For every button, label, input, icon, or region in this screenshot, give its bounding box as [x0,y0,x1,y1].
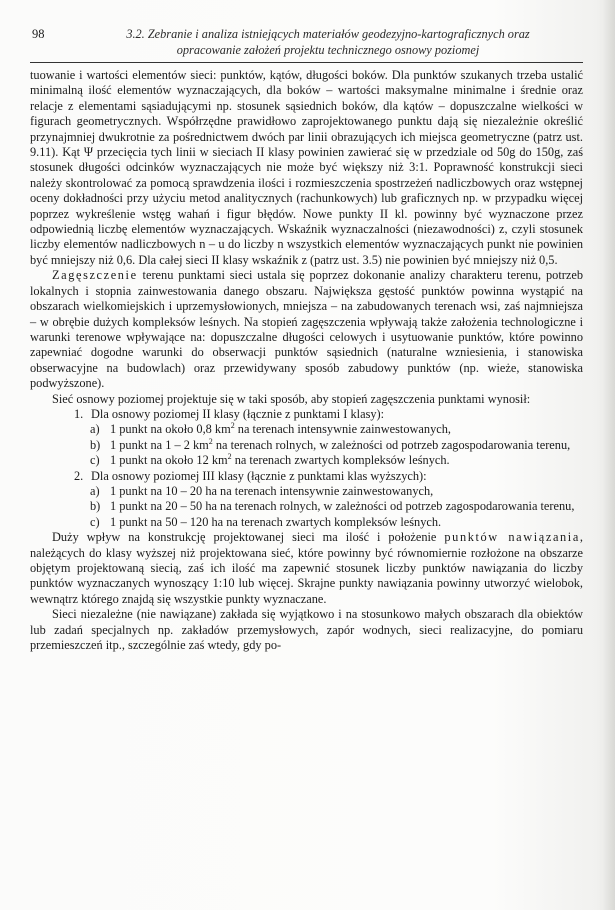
sub-text: 1 punkt na około 0,8 km [110,422,231,437]
sub-item-1c [30,453,583,468]
paragraph-4 [30,530,583,607]
header-line-1: 3.2. Zebranie i analiza istniejących materiałów geodezyjno-kartograficznych oraz [126,27,530,41]
sub-text: 1 punkt na 50 – 120 ha na terenach zwartych kompleksów leśnych. [110,514,442,529]
body-text [30,68,583,653]
sub-text: 1 punkt na 1 – 2 km [110,437,209,452]
sub-text: 1 punkt na około 12 km [110,453,228,468]
paragraph-4-before: Duży wpływ na konstrukcję projektowanej sieci ma ilość i położenie [52,530,445,545]
paragraph-4-after: , należących do klasy wyższej niż projektowana sieć, które powinny być równomiernie rozłożone na obszarze objętym projektowaną siecią, zaś ich ilość ma zapewnić stosunek liczby punktów nawiązania do liczby punktów wyznaczanych wynoszący 1:10 lub więcej. Skrajne punkty nawiązania powinny utworzyć wielobok, wewnątrz którego znajdą się wszystkie punkty wyznaczane. [30,530,583,606]
list-number: 1. [74,406,84,421]
superscript: 2 [230,421,235,431]
paragraph-2 [30,268,583,391]
superscript: 2 [227,452,232,462]
paragraph-2-text: terenu punktami sieci ustala się poprzez dokonanie analizy charakteru terenu, potrzeb lokalnych i stopnia zainwestowania danego obszaru. Największa gęstość punktów powinna wystąpić na obszarach wielkomiejskich i uprzemysłowionych, mniejsza – na zabudowanych terenach wsi, zaś najmniejsza – w obrębie dużych kompleksów leśnych. Na stopień zagęszczenia wpływają także założenia technologiczne i warunki terenowe wpływające na: dopuszczalne długości celowych i usytuowanie punktów, które powinno zapewniać dogodne warunki do obserwacji punktów sąsiednich (naturalne wzniesienia, i stanowiska obserwacyjne na budowlach) oraz przewidywany sposób zabudowy punktów (np. wieże, stanowiska podwyższone). [30,268,583,391]
sub-text-after: na terenach zwartych kompleksów leśnych. [231,453,450,468]
paragraph-3: Sieć osnowy poziomej projektuje się w taki sposób, aby stopień zagęszczenia punktami wynosił: [52,391,531,406]
page-number: 98 [32,27,45,41]
sub-text-after: na terenach rolnych, w zależności od potrzeb zagospodarowania terenu, [212,437,571,452]
sub-letter: c) [90,514,100,529]
term-zageszczenie: Zagęszczenie [52,268,138,283]
sub-text: 1 punkt na 10 – 20 ha na terenach intensywnie zainwestowanych, [110,483,434,498]
list-item-1 [30,407,583,422]
sub-item-1b [30,438,583,453]
superscript: 2 [208,436,213,446]
list-text: Dla osnowy poziomej III klasy (łącznie z punktami klas wyższych): [91,468,427,483]
list-text: Dla osnowy poziomej II klasy (łącznie z punktami I klasy): [91,406,385,421]
paragraph-1: tuowanie i wartości elementów sieci: punktów, kątów, długości boków. Dla punktów szukanych trzeba ustalić minimalną ilość elementów wyznaczających, dla boków – wartości maksymalne minimalne i średnie oraz relacje z elementami sąsiadującymi np. stosunek sąsiednich boków, dla kątów – dopuszczalne wielkości w figurach geometrycznych. Współrzędne prawidłowo zaprojektowanego punktu dają się niezależnie określić przynajmniej dwukrotnie za pośrednictwem dwóch par linii obrazujących ich miejsca geometryczne (patrz ust. 9.11). Kąt Ψ przecięcia tych linii w sieciach II klasy powinien zawierać się w przedziale od 50g do 150g, zaś stosunek długości odcinków wyznaczających nie może być większy niż 3:1. Poprawność konstrukcji sieci należy skontrolować za pomocą sprawdzenia ilości i rozmieszczenia spostrzeżeń nadliczbowych oraz wstępnej oceny dokładności przy użyciu metod analitycznych (rachunkowych) lub graficznych np. w przypadku więcej poprzez wykreślenie wstęg wahań i figur błędów. Nowe punkty II kl. powinny być wyznaczone przez odpowiednią liczbę elementów wyznaczających. Wskaźnik wyznaczalności (niezawodności) z, czyli stosunek liczby elementów nadliczbowych n – u do liczby n wszystkich elementów wyznaczających punkt nie powinien być mniejszy niż 0,6. Dla całej sieci II klasy wskaźnik z (patrz ust. 3.5) nie powinien być mniejszy niż 0,5. [30,68,583,267]
sub-letter: c) [90,453,100,468]
density-list [30,407,583,530]
sub-text: 1 punkt na 20 – 50 ha na terenach rolnych, w zależności od potrzeb zagospodarowania terenu, [110,499,575,514]
paragraph-5: Sieci niezależne (nie nawiązane) zakłada się wyjątkowo i na stosunkowo małych obszarach dla obiektów lub zadań specjalnych np. zakładów przemysłowych, zapór wodnych, sieci realizacyjne, do pomiaru przemieszczeń itp., szczególnie zaś wtedy, gdy po- [30,607,583,653]
sub-item-2b [30,499,583,514]
sub-letter: b) [90,499,101,514]
header-line-2: opracowanie założeń projektu technicznego osnowy poziomej [176,43,480,57]
sub-letter: a) [90,422,100,437]
list-item-2 [30,469,583,484]
sub-item-2a [30,484,583,499]
sub-text-after: na terenach intensywnie zainwestowanych, [234,422,451,437]
list-number: 2. [74,468,84,483]
running-header [78,26,578,58]
sub-letter: a) [90,483,100,498]
sub-item-1a [30,422,583,437]
sub-item-2c [30,515,583,530]
header-rule [30,62,583,63]
term-punkty-nawiazania: punktów nawiązania [444,530,580,545]
sub-letter: b) [90,437,101,452]
